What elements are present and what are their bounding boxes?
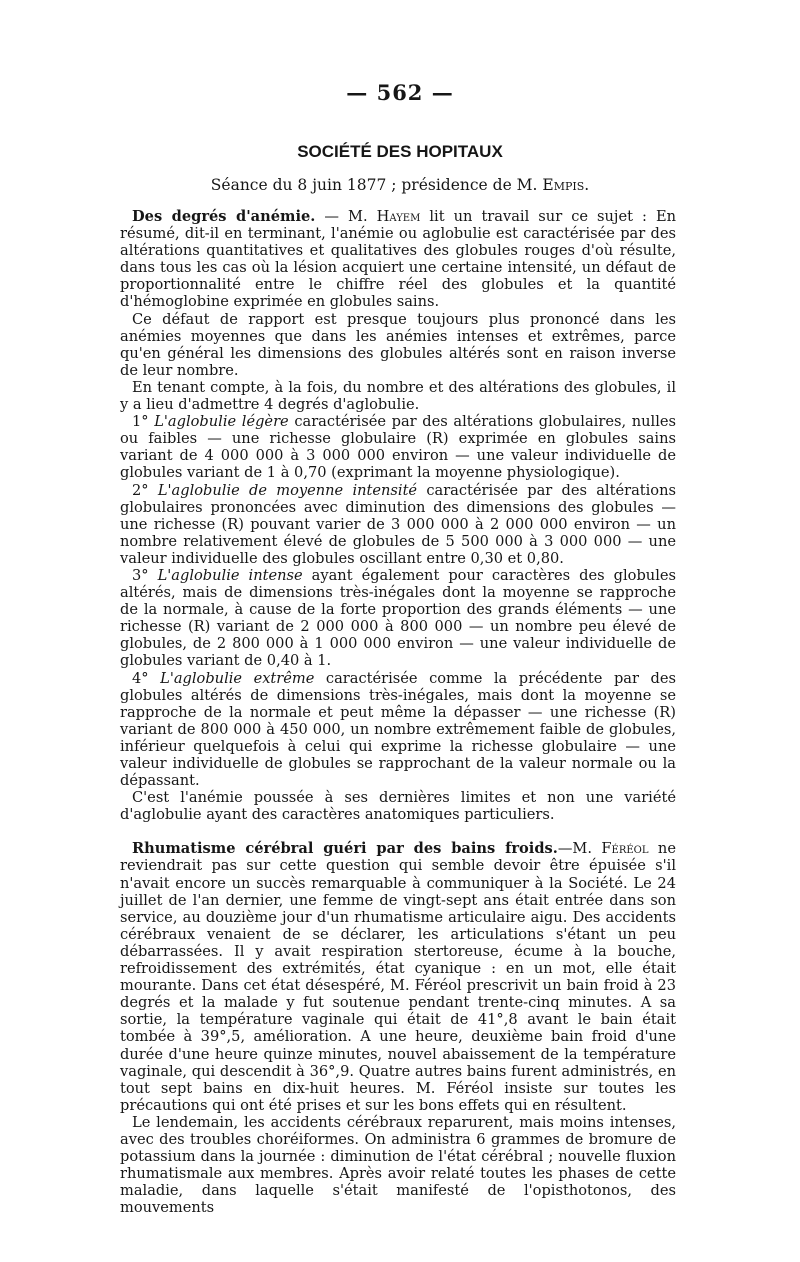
section-title: SOCIÉTÉ DES HOPITAUX: [297, 142, 503, 161]
article2-dash: —M.: [557, 840, 602, 858]
degree-1-number: 1°: [132, 413, 155, 431]
degree-1: [120, 413, 676, 481]
article-body: [120, 208, 676, 1216]
degree-4: [120, 670, 676, 790]
article1-conclusion: C'est l'anémie poussée à ses dernières limites et non une variété d'aglobulie ayant des caractères anatomiques particuliers.: [120, 789, 676, 824]
degree-3-term: L'aglobulie intense: [157, 566, 303, 584]
article2-author: Féréol: [601, 840, 649, 858]
article1-dash: — M.: [315, 208, 377, 225]
article1-author: Hayem: [376, 208, 421, 225]
article1-paragraph-3: En tenant compte, à la fois, du nombre et des altérations des globules, il y a lieu d'admettre 4 degrés d'aglobulie.: [120, 378, 676, 414]
article1-paragraph-2: Ce défaut de rapport est presque toujours plus prononcé dans les anémies moyennes que dans les anémies intenses et extrêmes, parce qu'en général les dimensions des globules altérés sont en raison inverse de leur nombre.: [120, 310, 676, 379]
degree-2-text: caractérisée par des altérations globulaires prononcées avec diminution des dimensions des globules — une richesse (R) pouvant varier de 3 000 000 à 2 000 000 environ — un nombre relativement élevé de globules de 5 500 000 à 3 000 000 — une valeur individuelle des globules oscillant entre 0,30 et 0,80.: [120, 481, 676, 567]
degree-4-number: 4°: [132, 669, 161, 687]
article-separator: [120, 823, 676, 840]
article2-heading: Rhumatisme cérébral guéri par des bains froids.: [132, 840, 558, 858]
page-number: — 562 —: [346, 80, 454, 105]
article2-paragraph-2: Le lendemain, les accidents cérébraux reparurent, mais moins intenses, avec des troubles choréiformes. On administra 6 grammes de bromure de potassium dans la journée : diminution de l'état cérébral ; nouvelle fluxion rhumatismale aux membres. Après avoir relaté toutes les phases de cette maladie, dans laquelle s'était manifesté de l'opisthotonos, des mouvements: [120, 1113, 676, 1217]
session-end: .: [584, 176, 590, 194]
degree-1-term: L'aglobulie légère: [154, 413, 289, 431]
degree-3-text: ayant également pour caractères des globules altérés, mais de dimensions très-inégales dont la moyenne se rapproche de la normale, à cause de la forte proportion des grands éléments — une richesse (R) variant de 2 000 000 à 800 000 — un nombre peu élevé de globules, de 2 800 000 à 1 000 000 environ — une valeur individuelle de globules variant de 0,40 à 1.: [120, 566, 676, 670]
degree-2-term: L'aglobulie de moyenne intensité: [157, 481, 418, 499]
degree-1-text: caractérisée par des altérations globulaires, nulles ou faibles — une richesse globulaire (R) exprimée en globules sains variant de 4 000 000 à 3 000 000 environ — une valeur individuelle de globules variant de 1 à 0,70 (exprimant la moyenne physiologique).: [120, 413, 676, 482]
degree-2-number: 2°: [132, 481, 158, 499]
degree-4-term: L'aglobulie extrême: [160, 669, 315, 687]
degree-4-text: caractérisée comme la précédente par des globules altérés de dimensions très-inégales, mais dont la moyenne se rapproche de la normale et peut même la dépasser — une richesse (R) variant de 800 000 à 450 000, un nombre extrêmement faible de globules, inférieur quelquefois à celui qui exprime la richesse globulaire — une valeur individuelle de globules se rapprochant de la valeur normale ou la dépassant.: [120, 669, 676, 790]
degree-3: [120, 567, 676, 670]
degree-3-number: 3°: [132, 566, 158, 584]
session-line: [0, 176, 800, 194]
article1-heading: Des degrés d'anémie.: [132, 208, 316, 225]
article1-intro: [120, 208, 676, 311]
session-president: Empis: [542, 176, 585, 194]
degree-2: [120, 482, 676, 567]
article1-intro-text: lit un travail sur ce sujet : En résumé, dit-il en terminant, l'anémie ou aglobulie est caractérisée par des altérations quantitatives et qualitatives des globules rouges d'où résulte, dans tous les cas où la lésion acquiert une certaine intensité, un défaut de proportionnalité entre le chiffre réel des globules et la quantité d'hémoglobine exprimée en globules sains.: [120, 208, 676, 311]
session-text: Séance du 8 juin 1877 ; présidence de M.: [210, 176, 543, 194]
article2-paragraph-1-text: ne reviendrait pas sur cette question qui semble devoir être épuisée s'il n'avait encore un succès remarquable à communiquer à la Société. Le 24 juillet de l'an dernier, une femme de vingt-sept ans était entrée dans son service, au douzième jour d'un rhumatisme articulaire aigu. Des accidents cérébraux venaient de se déclarer, les articulations s'étant un peu débarrassées. Il y avait respiration stertoreuse, écume à la bouche, refroidissement des extrémités, état cyanique : en un mot, elle était mourante. Dans cet état désespéré, M. Féréol prescrivit un bain froid à 23 degrés et la malade y fut soutenue pendant trente-cinq minutes. A sa sortie, la température vaginale qui était de 41°,8 avant le bain était tombée à 39°,5, amélioration. A une heure, deuxième bain froid d'une durée d'une heure quinze minutes, nouvel abaissement de la température vaginale, qui descendit à 36°,9. Quatre autres bains furent administrés, en tout sept bains en dix-huit heures. M. Féréol insiste sur toutes les précautions qui ont été prises et sur les bons effets qui en résultent.: [120, 840, 676, 1114]
article2-paragraph-1: [120, 840, 676, 1114]
